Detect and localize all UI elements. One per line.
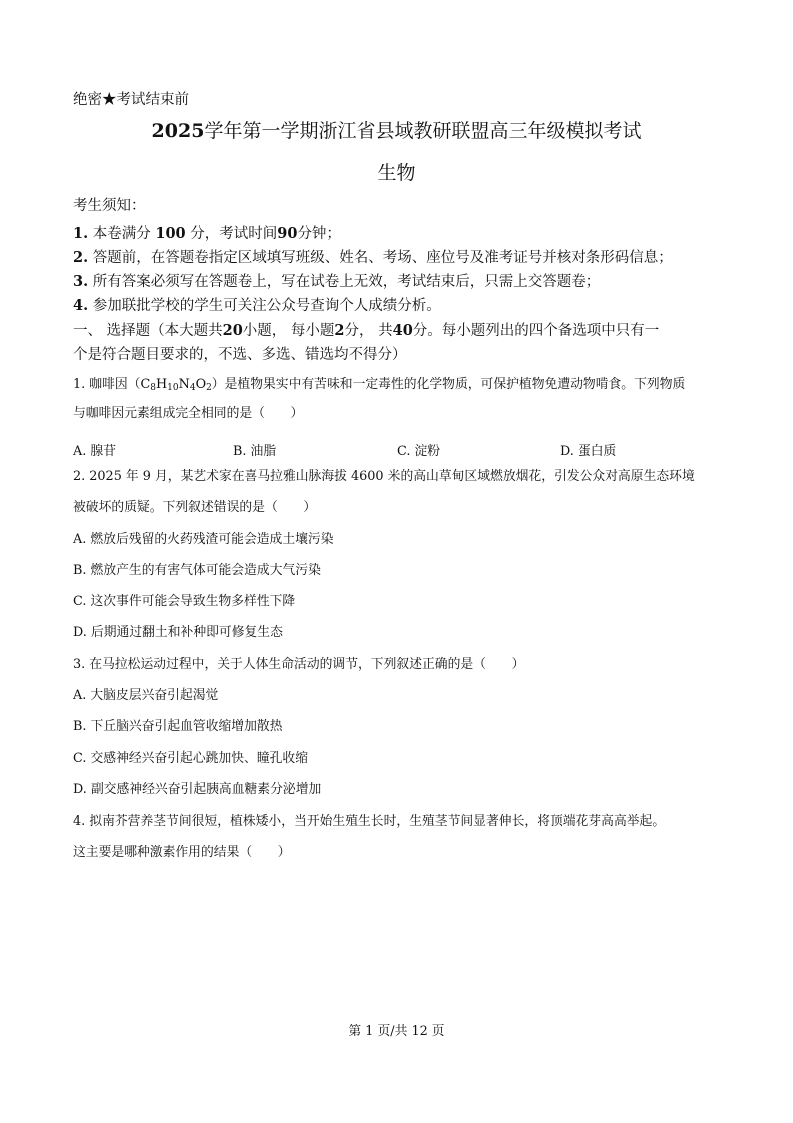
section-heading: 一、 选择题（本大题共20小题， 每小题2分， 共40分。每小题列出的四个备选项中只有一	[73, 322, 660, 339]
page-number: 第 1 页/共 12 页	[348, 1024, 445, 1039]
question-2-option-d[interactable]: D. 后期通过翻土和补种即可修复生态	[73, 625, 283, 640]
notice-heading: 考生须知：	[73, 198, 146, 214]
question-2-stem: 2. 2025 年 9 月，某艺术家在喜马拉雅山脉海拔 4600 米的高山草甸区域燃放烟花，引发公众对高原生态环境	[73, 469, 695, 484]
question-1-stem-cont: 与咖啡因元素组成完全相同的是（ ）	[73, 406, 304, 421]
question-2-option-c[interactable]: C. 这次事件可能会导致生物多样性下降	[73, 594, 296, 609]
question-3-option-c[interactable]: C. 交感神经兴奋引起心跳加快、瞳孔收缩	[73, 751, 309, 766]
notice-item-2: 2. 答题前，在答题卷指定区域填写班级、姓名、考场、座位号及准考证号并核对条形码信息；	[73, 249, 673, 266]
question-1-option-a[interactable]: A. 腺苷	[73, 444, 116, 459]
question-1-stem: 1. 咖啡因$(C_8H_{10}N_4O_2)$是植物果实中有苦味和一定毒性的化学物质，可保护植物免遭动物啃食。下列物质	[73, 377, 686, 393]
notice-item-3: 3. 所有答案必须写在答题卷上，写在试卷上无效，考试结束后，只需上交答题卷；	[73, 273, 601, 290]
notice-num: 2.	[73, 249, 89, 266]
question-3-stem: 3. 在马拉松运动过程中，关于人体生命活动的调节，下列叙述正确的是（ ）	[73, 657, 525, 672]
question-2-option-b[interactable]: B. 燃放产生的有害气体可能会造成大气污染	[73, 563, 321, 578]
question-1-option-b[interactable]: B. 油脂	[233, 444, 277, 459]
page-title	[0, 122, 793, 141]
question-4-stem-cont: 这主要是哪种激素作用的结果（ ）	[73, 845, 291, 860]
secret-label: 绝密★考试结束前	[73, 92, 189, 108]
question-2-stem-cont: 被破坏的质疑。下列叙述错误的是（ ）	[73, 500, 317, 515]
subject-title: 生物	[377, 162, 416, 184]
notice-num: 3.	[73, 273, 89, 290]
title-year: 2025	[151, 120, 205, 142]
notice-num: 1.	[73, 225, 89, 242]
question-3-option-b[interactable]: B. 下丘脑兴奋引起血管收缩增加散热	[73, 719, 283, 734]
notice-item-4: 4. 参加联批学校的学生可关注公众号查询个人成绩分析。	[73, 297, 441, 314]
section-heading-cont: 个是符合题目要求的，不选、多选、错选均不得分）	[73, 347, 407, 363]
question-1-option-c[interactable]: C. 淀粉	[397, 444, 441, 459]
question-2-option-a[interactable]: A. 燃放后残留的火药残渣可能会造成土壤污染	[73, 532, 334, 547]
notice-num: 4.	[73, 297, 89, 314]
title-text: 学年第一学期浙江省县域教研联盟高三年级模拟考试	[204, 120, 642, 142]
question-1-options	[73, 440, 733, 459]
question-3-option-a[interactable]: A. 大脑皮层兴奋引起渴觉	[73, 688, 219, 703]
question-3-option-d[interactable]: D. 副交感神经兴奋引起胰高血糖素分泌增加	[73, 782, 322, 797]
notice-item-1: 1. 本卷满分 100 分，考试时间90分钟；	[73, 225, 341, 242]
question-4-stem: 4. 拟南芥营养茎节间很短，植株矮小，当开始生殖生长时，生殖茎节间显著伸长，将顶端花芽高高举起。	[73, 814, 666, 829]
question-1-option-d[interactable]: D. 蛋白质	[560, 444, 617, 459]
